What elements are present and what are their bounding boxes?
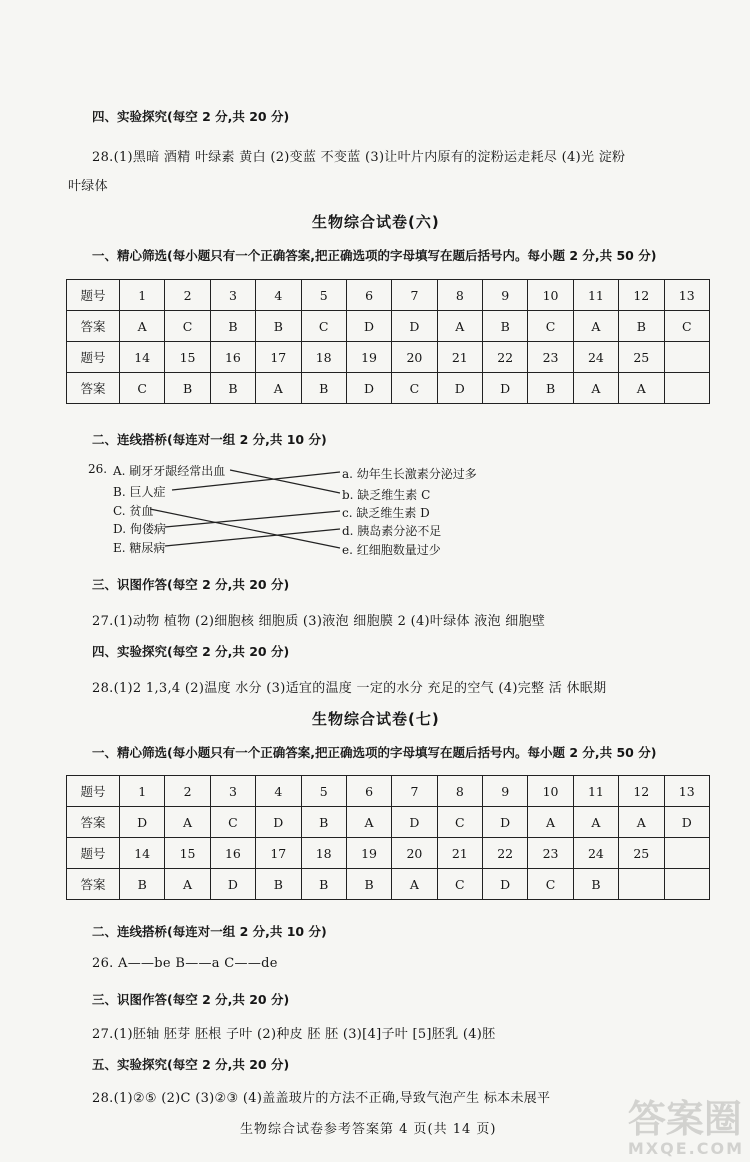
row-label: 题号 <box>67 838 120 869</box>
table-cell: 14 <box>120 838 165 869</box>
table-cell: 15 <box>165 838 210 869</box>
table-cell: C <box>210 807 255 838</box>
table-cell: 2 <box>165 776 210 807</box>
section-title-experiment-7: 五、实验探究(每空 2 分,共 20 分) <box>92 1057 290 1072</box>
row-label: 题号 <box>67 776 120 807</box>
table-cell: 25 <box>619 342 664 373</box>
table-cell: B <box>301 373 346 404</box>
table-cell: C <box>165 311 210 342</box>
table-cell: 16 <box>210 342 255 373</box>
table-cell: 14 <box>120 342 165 373</box>
table-cell: A <box>120 311 165 342</box>
match-right-d: d. 胰岛素分泌不足 <box>342 524 442 538</box>
answer-q28-7: 28.(1)②⑤ (2)C (3)②③ (4)盖盖玻片的方法不正确,导致气泡产生 标本未展平 <box>92 1091 551 1106</box>
table-cell: D <box>664 807 710 838</box>
watermark-main: 答案圈 <box>627 1097 742 1141</box>
table-cell: D <box>437 373 482 404</box>
table-cell: A <box>619 373 664 404</box>
table-cell: D <box>120 807 165 838</box>
table-cell: A <box>437 311 482 342</box>
table-cell: 8 <box>437 280 482 311</box>
table-cell: C <box>301 311 346 342</box>
table-cell: D <box>392 311 437 342</box>
table-cell: 4 <box>256 280 301 311</box>
row-label: 题号 <box>67 280 120 311</box>
table-cell: A <box>346 807 391 838</box>
table-cell: 5 <box>301 280 346 311</box>
table-cell: 17 <box>256 838 301 869</box>
table-cell: D <box>210 869 255 900</box>
section-title-diagram-6: 三、识图作答(每空 2 分,共 20 分) <box>92 577 290 592</box>
table-cell: A <box>165 807 210 838</box>
table-cell: 10 <box>528 776 573 807</box>
table-cell: 6 <box>346 280 391 311</box>
answer-q28-top: 28.(1)黑暗 酒精 叶绿素 黄白 (2)变蓝 不变蓝 (3)让叶片内原有的淀粉运走耗尽 (4)光 淀粉 <box>92 150 626 165</box>
page-footer: 生物综合试卷参考答案第 4 页(共 14 页) <box>240 1122 497 1137</box>
table-cell: A <box>573 311 618 342</box>
table-cell: 4 <box>256 776 301 807</box>
match-left-c: C. 贫血 <box>113 504 154 518</box>
answer-q28-6: 28.(1)2 1,3,4 (2)温度 水分 (3)适宜的温度 一定的水分 充足的空气 (4)完整 活 休眠期 <box>92 681 607 696</box>
table-cell: B <box>573 869 618 900</box>
section-title-experiment-top: 四、实验探究(每空 2 分,共 20 分) <box>92 109 290 124</box>
table-cell: B <box>256 311 301 342</box>
match-right-a: a. 幼年生长激素分泌过多 <box>342 467 477 481</box>
match-right-c: c. 缺乏维生素 D <box>342 506 430 520</box>
answer-q26-7: 26. A——be B——a C——de <box>92 956 278 971</box>
table-cell: C <box>120 373 165 404</box>
table-cell: B <box>210 311 255 342</box>
table-cell: 5 <box>301 776 346 807</box>
table-cell: D <box>483 807 528 838</box>
table-cell: 19 <box>346 342 391 373</box>
table-row <box>67 838 710 869</box>
table-cell: 9 <box>483 280 528 311</box>
table-cell: C <box>528 869 573 900</box>
table-cell: C <box>437 869 482 900</box>
table-cell <box>619 869 664 900</box>
table-cell: C <box>392 373 437 404</box>
match-right-b: b. 缺乏维生素 C <box>342 488 431 502</box>
table-cell: 11 <box>573 280 618 311</box>
table-cell: A <box>256 373 301 404</box>
match-line-e-d <box>165 529 340 546</box>
table-cell: 18 <box>301 838 346 869</box>
answer-q27-7: 27.(1)胚轴 胚芽 胚根 子叶 (2)种皮 胚 胚 (3)[4]子叶 [5]胚乳 (4)胚 <box>92 1027 496 1042</box>
table-cell: 24 <box>573 342 618 373</box>
table-cell: A <box>573 807 618 838</box>
table-cell: A <box>165 869 210 900</box>
table-cell: 12 <box>619 280 664 311</box>
section-title-diagram-7: 三、识图作答(每空 2 分,共 20 分) <box>92 992 290 1007</box>
table-cell: 10 <box>528 280 573 311</box>
table-cell: 2 <box>165 280 210 311</box>
match-left-a: A. 刷牙牙龈经常出血 <box>113 464 226 478</box>
q26-number-6: 26. <box>88 462 108 476</box>
table-cell: B <box>346 869 391 900</box>
table-cell: 20 <box>392 342 437 373</box>
table-cell: 6 <box>346 776 391 807</box>
match-right-e: e. 红细胞数量过少 <box>342 543 441 557</box>
section-title-choice-7: 一、精心筛选(每小题只有一个正确答案,把正确选项的字母填写在题后括号内。每小题 2 分,共 50 分) <box>92 745 657 760</box>
match-left-d: D. 佝偻病 <box>113 522 166 536</box>
table-cell: 12 <box>619 776 664 807</box>
table-cell: 15 <box>165 342 210 373</box>
table-cell: B <box>210 373 255 404</box>
table-cell: B <box>165 373 210 404</box>
row-label: 答案 <box>67 807 120 838</box>
table-cell: 24 <box>573 838 618 869</box>
table-cell: B <box>619 311 664 342</box>
table-cell: 21 <box>437 838 482 869</box>
table-row <box>67 807 710 838</box>
table-cell: D <box>483 869 528 900</box>
table-cell: 9 <box>483 776 528 807</box>
table-cell <box>664 838 710 869</box>
section-title-matching-7: 二、连线搭桥(每连对一组 2 分,共 10 分) <box>92 924 327 939</box>
table-cell: 17 <box>256 342 301 373</box>
table-row <box>67 776 710 807</box>
table-cell: C <box>528 311 573 342</box>
table-cell <box>664 869 710 900</box>
table-cell: 11 <box>573 776 618 807</box>
table-cell: 22 <box>483 838 528 869</box>
table-cell: 23 <box>528 838 573 869</box>
test-title-6: 生物综合试卷(六) <box>312 213 440 231</box>
test-title-7: 生物综合试卷(七) <box>312 710 440 728</box>
table-cell: 19 <box>346 838 391 869</box>
table-cell: B <box>483 311 528 342</box>
match-left-b: B. 巨人症 <box>113 485 166 499</box>
answer-q27-6: 27.(1)动物 植物 (2)细胞核 细胞质 (3)液泡 细胞膜 2 (4)叶绿体 液泡 细胞壁 <box>92 614 546 629</box>
table-cell: D <box>392 807 437 838</box>
table-cell: B <box>256 869 301 900</box>
table-cell: 25 <box>619 838 664 869</box>
row-label: 答案 <box>67 373 120 404</box>
answer-table-7 <box>66 775 710 900</box>
table-cell: 13 <box>664 776 710 807</box>
table-cell: 3 <box>210 280 255 311</box>
table-cell: 7 <box>392 776 437 807</box>
watermark-sub: MXQE.COM <box>627 1139 744 1158</box>
row-label: 题号 <box>67 342 120 373</box>
table-cell: 8 <box>437 776 482 807</box>
section-title-choice-6: 一、精心筛选(每小题只有一个正确答案,把正确选项的字母填写在题后括号内。每小题 2 分,共 50 分) <box>92 248 657 263</box>
match-line-c-e <box>150 509 340 548</box>
section-title-matching-6: 二、连线搭桥(每连对一组 2 分,共 10 分) <box>92 432 327 447</box>
table-cell: 7 <box>392 280 437 311</box>
table-cell: D <box>483 373 528 404</box>
table-cell: A <box>392 869 437 900</box>
table-cell: 16 <box>210 838 255 869</box>
table-cell: C <box>664 311 710 342</box>
match-line-d-c <box>165 511 340 527</box>
row-label: 答案 <box>67 311 120 342</box>
table-cell: D <box>346 311 391 342</box>
answer-q28-top-cont: 叶绿体 <box>68 179 108 194</box>
table-cell: 23 <box>528 342 573 373</box>
table-cell: A <box>619 807 664 838</box>
table-cell: 13 <box>664 280 710 311</box>
section-title-experiment-6: 四、实验探究(每空 2 分,共 20 分) <box>92 644 290 659</box>
table-cell: A <box>528 807 573 838</box>
table-cell: B <box>528 373 573 404</box>
table-cell: A <box>573 373 618 404</box>
table-cell: C <box>437 807 482 838</box>
table-cell: 20 <box>392 838 437 869</box>
row-label: 答案 <box>67 869 120 900</box>
match-left-e: E. 糖尿病 <box>113 541 166 555</box>
table-row <box>67 869 710 900</box>
table-cell: 3 <box>210 776 255 807</box>
table-cell: B <box>301 869 346 900</box>
table-cell: D <box>256 807 301 838</box>
table-cell: 18 <box>301 342 346 373</box>
table-cell: B <box>301 807 346 838</box>
table-cell: 22 <box>483 342 528 373</box>
table-cell: D <box>346 373 391 404</box>
table-cell: 21 <box>437 342 482 373</box>
watermark-logo <box>628 1099 744 1158</box>
table-cell: 1 <box>120 280 165 311</box>
table-cell: B <box>120 869 165 900</box>
table-cell: 1 <box>120 776 165 807</box>
